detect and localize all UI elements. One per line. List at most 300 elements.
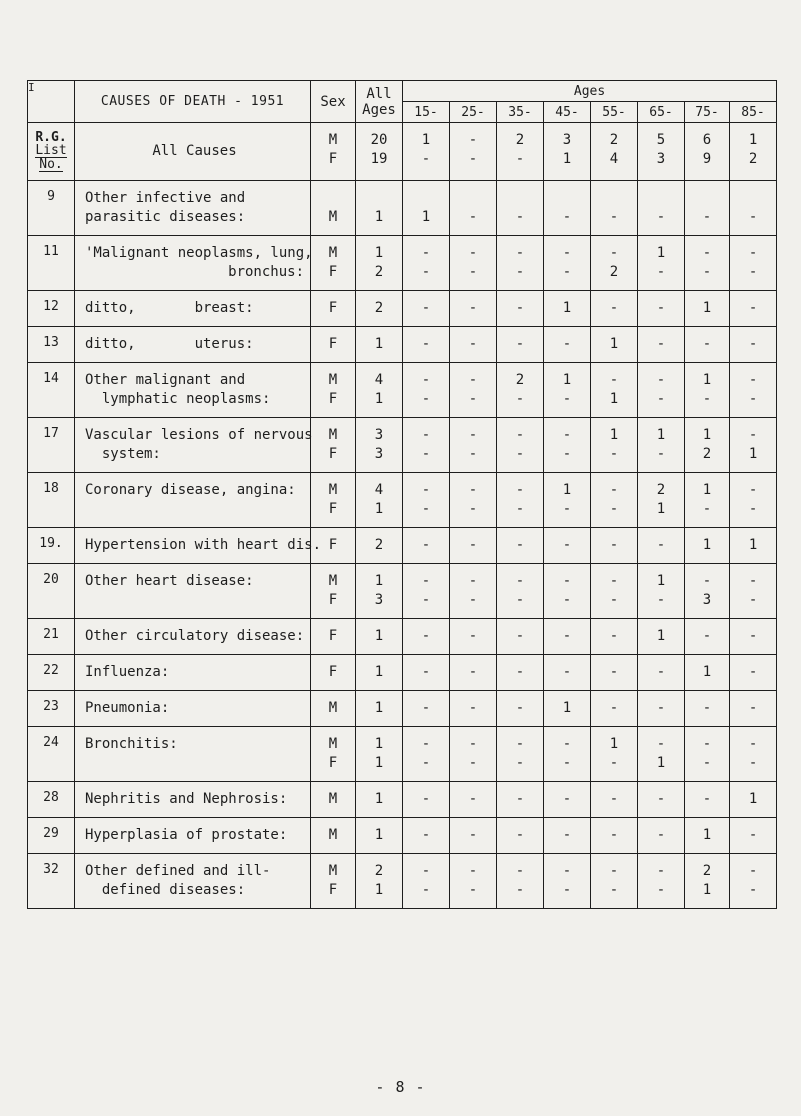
age-count-value: 9: [702, 151, 712, 167]
age-count-value: 1: [702, 482, 712, 498]
rg-list-number: 28: [28, 782, 75, 818]
corner-mark: I: [28, 81, 75, 123]
age-count-value-column: [638, 727, 685, 782]
age-count-value-column: [497, 291, 544, 327]
age-count-value: -: [421, 336, 431, 352]
all-ages-value: [356, 189, 402, 208]
age-count-value-column: [497, 473, 544, 528]
age-count-value: -: [656, 791, 666, 807]
age-count-value-column: [403, 123, 450, 181]
rg-list-number: 20: [28, 564, 75, 619]
age-count-value: -: [515, 573, 525, 589]
age-count-value: 3: [562, 132, 572, 148]
age-count-value-column: [544, 181, 591, 236]
age-count-value: 1: [562, 482, 572, 498]
sex-value: M: [328, 372, 338, 388]
age-count-value: 1: [562, 151, 572, 167]
sex-value-column: [311, 181, 356, 236]
age-count-value-column: [450, 181, 497, 236]
age-count-value-column: [638, 691, 685, 727]
age-count-value-column: [403, 181, 450, 236]
cause-label: [75, 473, 311, 528]
age-count-value: -: [515, 827, 525, 843]
age-count-value: -: [656, 391, 666, 407]
age-count-value: -: [562, 209, 572, 225]
all-ages-value: 1: [374, 501, 384, 517]
cause-group: [28, 291, 777, 327]
cause-label-line: Other malignant and: [85, 372, 246, 388]
age-count-value-column: [591, 691, 638, 727]
rg-list-label-line3: [28, 158, 74, 172]
age-count-value-column: [685, 418, 730, 473]
age-count-value: -: [748, 628, 758, 644]
sex-value: F: [328, 300, 338, 316]
age-count-value: -: [468, 264, 478, 280]
age-count-value-column: [591, 564, 638, 619]
age-count-value: [730, 189, 776, 208]
age-count-value: 1: [748, 537, 758, 553]
age-count-value-column: [638, 854, 685, 909]
age-count-value: -: [656, 300, 666, 316]
cause-label-line: [85, 591, 304, 610]
age-count-value-column: [638, 473, 685, 528]
age-count-value-column: [638, 418, 685, 473]
age-count-value: -: [421, 755, 431, 771]
all-ages-value: 1: [374, 755, 384, 771]
rg-list-number: 14: [28, 363, 75, 418]
age-count-value: -: [562, 264, 572, 280]
age-count-value-column: [544, 727, 591, 782]
cause-label-line: ditto, uterus:: [85, 336, 254, 352]
age-count-value: -: [748, 755, 758, 771]
sex-value-column: [311, 691, 356, 727]
age-count-value-column: [497, 564, 544, 619]
cause-label: [75, 691, 311, 727]
cause-label: [75, 123, 311, 181]
cause-group: [28, 181, 777, 236]
age-count-value-column: [544, 818, 591, 854]
age-count-value: -: [515, 482, 525, 498]
age-count-value-column: [544, 327, 591, 363]
cause-group: [28, 782, 777, 818]
age-count-value: -: [421, 501, 431, 517]
age-count-value: -: [748, 372, 758, 388]
age-count-value-column: [544, 619, 591, 655]
age-count-value: -: [748, 427, 758, 443]
age-count-value: -: [562, 336, 572, 352]
all-ages-value: 1: [374, 245, 384, 261]
cause-group: [28, 528, 777, 564]
age-count-value: 1: [656, 427, 666, 443]
age-count-value: -: [656, 827, 666, 843]
age-count-value-column: [730, 564, 777, 619]
age-count-value: -: [468, 391, 478, 407]
age-count-value: -: [748, 573, 758, 589]
rg-list-number: [28, 123, 75, 181]
sex-value-column: [311, 727, 356, 782]
age-count-value-column: [730, 418, 777, 473]
cause-label-line: defined diseases:: [85, 882, 246, 898]
cause-label-line: 'Malignant neoplasms, lung,: [85, 245, 313, 261]
age-count-value: -: [468, 427, 478, 443]
age-count-value-column: [638, 181, 685, 236]
all-ages-value: 4: [374, 482, 384, 498]
sex-value: M: [328, 482, 338, 498]
age-count-value-column: [450, 619, 497, 655]
cause-group: [28, 655, 777, 691]
age-count-value-column: [685, 727, 730, 782]
age-count-value-column: [591, 363, 638, 418]
cause-label-line: bronchus:: [228, 264, 304, 280]
age-count-value: -: [421, 446, 431, 462]
age-count-value: -: [562, 863, 572, 879]
sex-value: M: [328, 791, 338, 807]
age-count-value: -: [702, 628, 712, 644]
age-count-value-column: [638, 236, 685, 291]
age-count-value-column: [730, 236, 777, 291]
sex-value-column: [311, 473, 356, 528]
age-count-value: -: [656, 863, 666, 879]
age-count-value: 1: [656, 573, 666, 589]
age-count-value-column: [591, 236, 638, 291]
all-ages-value: 1: [374, 736, 384, 752]
age-count-value-column: [497, 854, 544, 909]
age-count-value: -: [748, 300, 758, 316]
age-count-value-column: [403, 854, 450, 909]
age-count-value: -: [748, 209, 758, 225]
age-count-value-column: [497, 363, 544, 418]
age-count-value-column: [497, 418, 544, 473]
cause-label-line: ditto, breast:: [85, 300, 254, 316]
all-ages-value: 1: [374, 628, 384, 644]
rg-list-number: 19.: [28, 528, 75, 564]
all-ages-value-column: [356, 473, 403, 528]
all-ages-value: 20: [370, 132, 388, 148]
cause-label: [75, 818, 311, 854]
age-count-value-column: [685, 327, 730, 363]
age-count-value-column: [450, 123, 497, 181]
all-ages-value-column: [356, 327, 403, 363]
cause-label-line: Hypertension with heart dis.: [85, 537, 322, 553]
all-ages-value: 1: [374, 336, 384, 352]
age-count-value-column: [450, 291, 497, 327]
age-count-value: [450, 189, 496, 208]
cause-label: [75, 854, 311, 909]
age-count-value: -: [421, 664, 431, 680]
age-count-value-column: [730, 655, 777, 691]
age-count-value: 1: [421, 132, 431, 148]
age-count-value: -: [562, 537, 572, 553]
age-count-value-column: [403, 291, 450, 327]
sex-value: M: [328, 736, 338, 752]
sex-value: F: [328, 882, 338, 898]
age-group-header: 85-: [730, 102, 777, 123]
age-count-value-column: [591, 123, 638, 181]
age-count-value: 1: [748, 132, 758, 148]
age-count-value-column: [403, 691, 450, 727]
age-count-value: -: [562, 628, 572, 644]
age-count-value-column: [730, 818, 777, 854]
all-ages-value: 2: [374, 264, 384, 280]
all-ages-value-column: [356, 363, 403, 418]
age-count-value: 1: [702, 882, 712, 898]
age-count-value-column: [544, 123, 591, 181]
all-ages-value: 2: [374, 863, 384, 879]
cause-label-line: Nephritis and Nephrosis:: [85, 791, 288, 807]
age-count-value: -: [562, 391, 572, 407]
age-count-value-column: [497, 655, 544, 691]
age-count-value: -: [421, 264, 431, 280]
age-count-value: -: [656, 446, 666, 462]
age-count-value-column: [730, 727, 777, 782]
age-count-value-column: [730, 782, 777, 818]
age-count-value: -: [468, 501, 478, 517]
cause-label: [75, 564, 311, 619]
age-count-value: -: [748, 882, 758, 898]
cause-group: [28, 123, 777, 181]
cause-label: [75, 181, 311, 236]
age-count-value: -: [702, 791, 712, 807]
age-count-value-column: [685, 818, 730, 854]
age-count-value: -: [609, 592, 619, 608]
age-count-value: -: [515, 391, 525, 407]
sex-header: Sex: [311, 81, 356, 123]
age-count-value-column: [638, 363, 685, 418]
all-ages-value: 19: [370, 151, 388, 167]
age-group-header: 55-: [591, 102, 638, 123]
cause-label: [75, 291, 311, 327]
age-count-value: -: [609, 573, 619, 589]
age-count-value: -: [609, 482, 619, 498]
age-count-value-column: [403, 727, 450, 782]
sex-value-column: [311, 363, 356, 418]
sex-value: F: [328, 336, 338, 352]
age-count-value: 2: [748, 151, 758, 167]
age-count-value: -: [421, 245, 431, 261]
age-count-value: -: [515, 592, 525, 608]
age-count-value: -: [515, 791, 525, 807]
age-count-value-column: [450, 418, 497, 473]
cause-label-line: Pneumonia:: [85, 700, 170, 716]
age-count-value: -: [748, 245, 758, 261]
age-count-value: -: [656, 736, 666, 752]
age-count-value: -: [562, 882, 572, 898]
age-count-value: -: [562, 245, 572, 261]
age-count-value: -: [421, 863, 431, 879]
age-count-value: -: [702, 736, 712, 752]
age-count-value: -: [515, 427, 525, 443]
all-ages-value: 1: [374, 573, 384, 589]
sex-value-column: [311, 619, 356, 655]
age-count-value: 2: [702, 863, 712, 879]
age-count-value: -: [656, 664, 666, 680]
sex-value: F: [328, 264, 338, 280]
cause-group: [28, 818, 777, 854]
age-count-value: 1: [656, 501, 666, 517]
age-count-value: 1: [748, 446, 758, 462]
age-count-value-column: [544, 236, 591, 291]
age-count-value: -: [468, 628, 478, 644]
rg-list-number: 24: [28, 727, 75, 782]
age-count-value: -: [468, 664, 478, 680]
age-count-value-column: [591, 619, 638, 655]
age-count-value: -: [562, 736, 572, 752]
age-count-value: 1: [656, 628, 666, 644]
rg-list-number: 21: [28, 619, 75, 655]
age-count-value-column: [544, 473, 591, 528]
cause-label-line: [85, 500, 304, 519]
age-count-value: -: [656, 372, 666, 388]
age-count-value: -: [656, 700, 666, 716]
age-count-value-column: [544, 564, 591, 619]
age-count-value: [403, 189, 449, 208]
age-count-value: -: [609, 628, 619, 644]
age-group-header: 25-: [450, 102, 497, 123]
age-count-value: -: [515, 300, 525, 316]
age-count-value-column: [591, 782, 638, 818]
sex-value-column: [311, 327, 356, 363]
age-count-value: -: [656, 209, 666, 225]
age-count-value-column: [685, 181, 730, 236]
all-ages-value: 1: [374, 700, 384, 716]
age-count-value: 6: [702, 132, 712, 148]
age-count-value-column: [497, 782, 544, 818]
age-count-value-column: [638, 291, 685, 327]
age-count-value-column: [544, 854, 591, 909]
age-count-value: -: [515, 209, 525, 225]
age-count-value-column: [685, 655, 730, 691]
age-count-value-column: [638, 818, 685, 854]
age-count-value-column: [638, 528, 685, 564]
rg-list-number: 11: [28, 236, 75, 291]
age-count-value: -: [468, 592, 478, 608]
age-count-value: -: [748, 863, 758, 879]
age-count-value: -: [468, 573, 478, 589]
cause-group: [28, 236, 777, 291]
age-count-value: 5: [656, 132, 666, 148]
age-count-value: 2: [702, 446, 712, 462]
all-ages-value-column: [356, 181, 403, 236]
all-ages-header-line2: Ages: [362, 101, 396, 118]
age-count-value-column: [450, 327, 497, 363]
cause-label-line: Other heart disease:: [85, 573, 254, 589]
age-count-value-column: [403, 619, 450, 655]
cause-group: [28, 619, 777, 655]
age-count-value-column: [450, 854, 497, 909]
age-count-value-column: [685, 473, 730, 528]
age-count-value: -: [468, 372, 478, 388]
cause-label-line: parasitic diseases:: [85, 209, 246, 225]
age-count-value-column: [544, 782, 591, 818]
sex-value: F: [328, 755, 338, 771]
age-count-value: -: [702, 501, 712, 517]
age-count-value: -: [515, 664, 525, 680]
cause-label: [75, 782, 311, 818]
age-count-value-column: [638, 655, 685, 691]
age-count-value: -: [515, 700, 525, 716]
cause-label-line: Bronchitis:: [85, 736, 178, 752]
age-count-value-column: [403, 818, 450, 854]
age-count-value: -: [748, 336, 758, 352]
age-count-value-column: [685, 854, 730, 909]
cause-label: [75, 363, 311, 418]
age-count-value: -: [515, 537, 525, 553]
cause-label-line: Coronary disease, angina:: [85, 482, 296, 498]
age-count-value: -: [468, 300, 478, 316]
age-count-value: [638, 189, 684, 208]
age-count-value: -: [609, 501, 619, 517]
age-count-value: 1: [702, 827, 712, 843]
age-count-value-column: [403, 473, 450, 528]
age-count-value-column: [591, 181, 638, 236]
age-count-value-column: [685, 564, 730, 619]
age-count-value-column: [591, 291, 638, 327]
age-count-value: -: [515, 736, 525, 752]
age-count-value: -: [468, 446, 478, 462]
rg-list-number: 18: [28, 473, 75, 528]
age-count-value: -: [609, 863, 619, 879]
cause-label-line: system:: [85, 446, 161, 462]
age-count-value: -: [421, 537, 431, 553]
age-count-value: -: [421, 482, 431, 498]
age-count-value-column: [591, 327, 638, 363]
sex-value-column: [311, 854, 356, 909]
age-count-value: -: [421, 628, 431, 644]
age-count-value: -: [468, 482, 478, 498]
all-ages-value-column: [356, 782, 403, 818]
age-count-value-column: [450, 564, 497, 619]
age-count-value-column: [403, 363, 450, 418]
age-count-value: -: [748, 827, 758, 843]
age-count-value: 2: [656, 482, 666, 498]
sex-value: M: [328, 573, 338, 589]
age-count-value-column: [730, 181, 777, 236]
age-count-value: [497, 189, 543, 208]
age-count-value: -: [421, 882, 431, 898]
age-count-value: -: [609, 791, 619, 807]
age-count-value-column: [685, 123, 730, 181]
age-count-value: -: [421, 827, 431, 843]
age-count-value: -: [702, 573, 712, 589]
table-title: CAUSES OF DEATH - 1951: [75, 81, 311, 123]
age-count-value-column: [638, 564, 685, 619]
age-count-value: -: [515, 151, 525, 167]
age-count-value: -: [702, 755, 712, 771]
age-count-value: -: [421, 300, 431, 316]
rg-list-label-line2: [28, 144, 74, 158]
age-count-value: [591, 189, 637, 208]
rg-list-number: 22: [28, 655, 75, 691]
sex-value: F: [328, 151, 338, 167]
sex-value: F: [328, 446, 338, 462]
age-count-value: 2: [515, 132, 525, 148]
rg-list-label-text: No.: [39, 157, 63, 172]
age-count-value-column: [591, 655, 638, 691]
age-count-value: -: [421, 700, 431, 716]
cause-label-line: Other defined and ill-: [85, 863, 271, 879]
age-count-value-column: [685, 619, 730, 655]
age-count-value: -: [562, 573, 572, 589]
age-count-value: 1: [609, 736, 619, 752]
rg-list-number: 13: [28, 327, 75, 363]
age-count-value: -: [421, 391, 431, 407]
cause-label-line: lymphatic neoplasms:: [85, 391, 271, 407]
age-count-value: -: [656, 336, 666, 352]
age-count-value: 4: [609, 151, 619, 167]
age-count-value-column: [685, 691, 730, 727]
age-count-value: 3: [702, 592, 712, 608]
age-count-value: -: [468, 537, 478, 553]
